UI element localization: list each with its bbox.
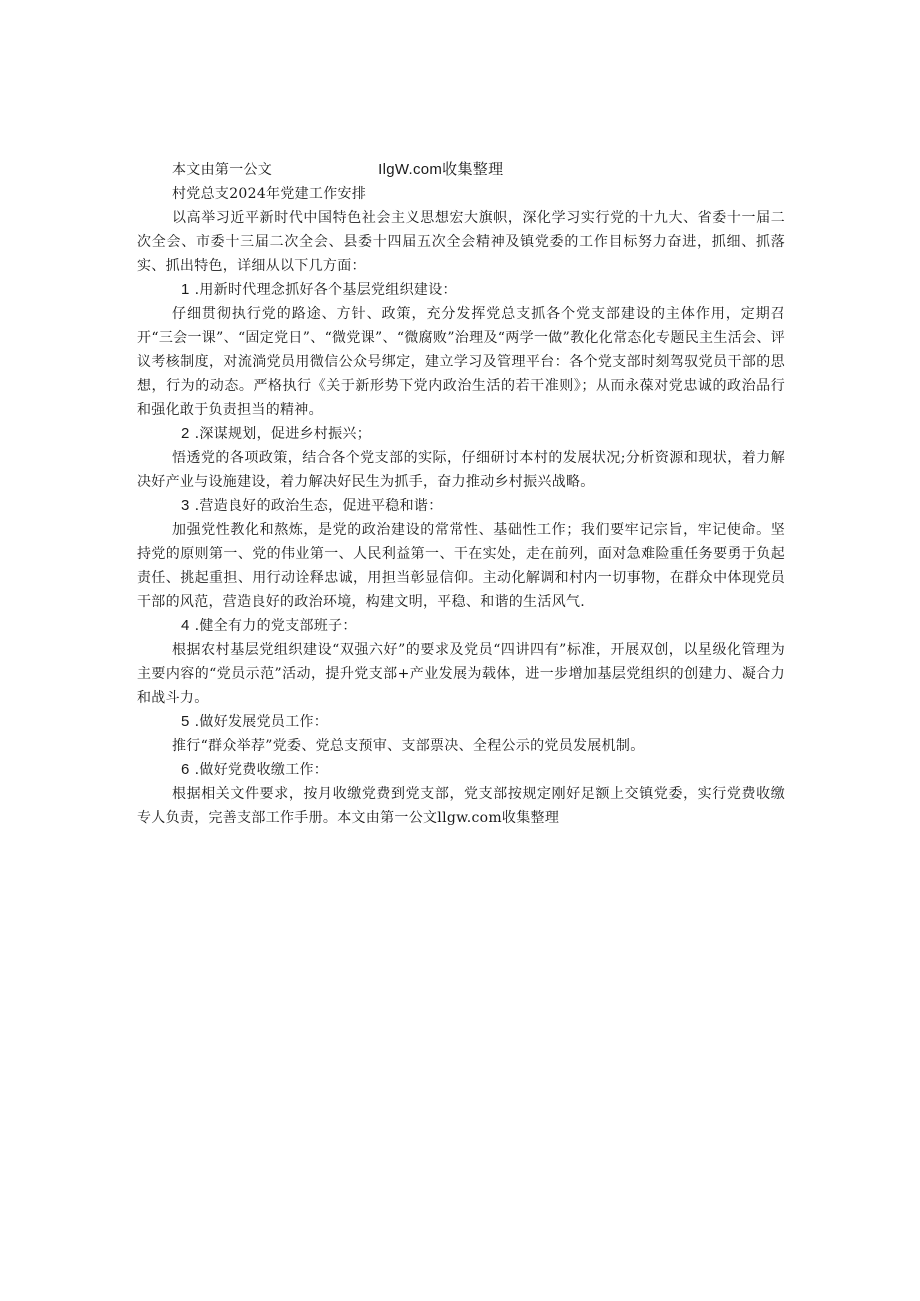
section-number: 3 [181,497,190,514]
document-body [137,158,785,830]
source-site: IlgW.com收集整理 [378,161,504,178]
intro-paragraph: 以高举习近平新时代中国特色社会主义思想宏大旗帜，深化学习实行党的十九大、省委十一届二次全会、市委十三届二次全会、县委十四届五次全会精神及镇党委的工作目标努力奋进，抓细、抓落实、抓出特色，详细从以下几方面： [137,210,785,274]
source-note [137,158,785,182]
section-body-5: 推行“群众举荐”党委、党总支预审、支部票决、全程公示的党员发展机制。 [172,738,645,754]
section-body-3: 加强党性教化和熬炼，是党的政治建设的常常性、基础性工作；我们要牢记宗旨，牢记使命。坚持党的原则第一、党的伟业第一、人民利益第一、干在实处，走在前列，面对急难险重任务要勇于负起责任、挑起重担、用行动诠释忠诚，用担当彰显信仰。主动化解调和村内一切事物，在群众中体现党员干部的风范，营造良好的政治环境，构建文明，平稳、和谐的生活风气. [137,522,785,610]
section-number: 6 [181,761,190,778]
section-number: 4 [181,617,190,634]
section-heading-3 [137,494,785,518]
section-number: 2 [181,425,190,442]
section-number: 1 [181,281,190,298]
section-heading-1 [137,278,785,302]
section-heading-text: .营造良好的政治生态，促进平稳和谐： [194,498,443,514]
section-body-4: 根据农村基层党组织建设“双强六好”的要求及党员“四讲四有”标准，开展双创，以星级化管理为主要内容的“党员示范”活动，提升党支部+产业发展为载体，进一步增加基层党组织的创建力、凝合力和战斗力。 [137,642,785,706]
section-heading-text: .做好党费收缴工作： [194,762,329,778]
section-heading-text: .深谋规划，促进乡村振兴； [194,426,372,442]
section-heading-4 [137,614,785,638]
section-number: 5 [181,713,190,730]
source-prefix: 本文由第一公文 [172,162,273,178]
section-heading-2 [137,422,785,446]
section-body-1: 仔细贯彻执行党的路途、方针、政策，充分发挥党总支抓各个党支部建设的主体作用，定期召开“三会一课”、“固定党日”、“微党课”、“微腐败”治理及“两学一做”教化化常态化专题民主生活会、评议考核制度，对流淌党员用微信公众号绑定，建立学习及管理平台：各个党支部时刻驾驭党员干部的思想，行为的动态。严格执行《关于新形势下党内政治生活的若干准则》；从而永葆对党忠诚的政治品行和强化敢于负责担当的精神。 [137,306,785,418]
section-heading-text: .做好发展党员工作： [194,714,329,730]
section-heading-text: .健全有力的党支部班子： [194,618,357,634]
section-body-2: 悟透党的各项政策，结合各个党支部的实际，仔细研讨本村的发展状况;分析资源和现状，着力解决好产业与设施建设，着力解决好民生为抓手，奋力推动乡村振兴战略。 [137,450,785,490]
document-title: 村党总支2024年党建工作安排 [172,186,367,202]
section-heading-6 [137,758,785,782]
section-body-6: 根据相关文件要求，按月收缴党费到党支部，党支部按规定刚好足额上交镇党委，实行党费收缴专人负责，完善支部工作手册。本文由第一公文llgw.com收集整理 [137,786,785,826]
section-heading-5 [137,710,785,734]
section-heading-text: .用新时代理念抓好各个基层党组织建设： [194,282,457,298]
